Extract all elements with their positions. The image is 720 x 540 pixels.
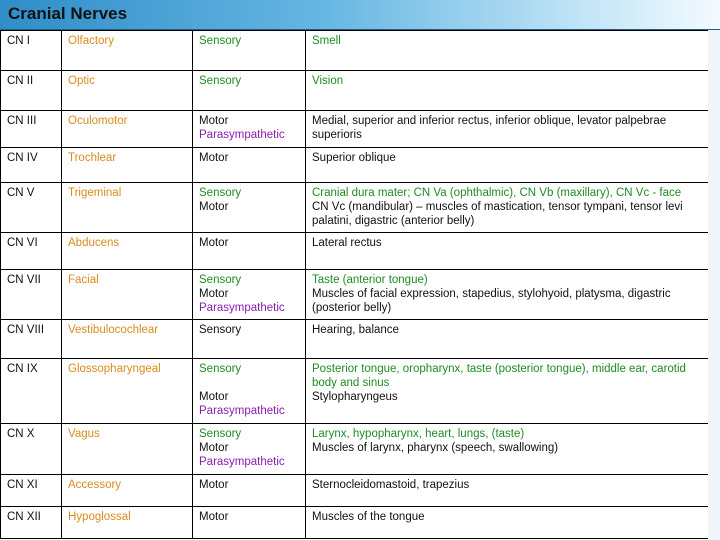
type-spacer — [199, 376, 299, 390]
type-line: Sensory — [199, 187, 242, 199]
nerve-type-cell — [193, 507, 306, 539]
function-line: Muscles of facial expression, stapedius, stylohyoid, platysma, digastric (posterior belly) — [312, 288, 671, 314]
type-line: Motor — [199, 479, 229, 491]
page-title: Cranial Nerves — [8, 4, 128, 23]
nerve-function-cell — [306, 270, 709, 320]
function-line: Muscles of the tongue — [312, 511, 425, 523]
nerve-name-cell: Hypoglossal — [62, 507, 193, 539]
nerve-name-cell: Optic — [62, 71, 193, 111]
type-line: Sensory — [199, 75, 242, 87]
nerve-type-cell — [193, 270, 306, 320]
function-line: CN Vc (mandibular) – muscles of mastication, tensor tympani, tensor levi palatini, digastric (anterior belly) — [312, 201, 683, 227]
nerve-name-cell: Vestibulocochlear — [62, 320, 193, 359]
function-line: Medial, superior and inferior rectus, inferior oblique, levator palpebrae superioris — [312, 115, 667, 141]
nerve-type-cell — [193, 148, 306, 183]
cn-number-cell: CN VIII — [1, 320, 62, 359]
right-margin — [708, 30, 720, 540]
nerve-name-cell: Glossopharyngeal — [62, 359, 193, 424]
function-line: Lateral rectus — [312, 237, 382, 249]
nerve-name-cell: Abducens — [62, 233, 193, 270]
type-line: Parasympathetic — [199, 129, 285, 141]
nerve-type-cell — [193, 31, 306, 71]
type-line: Motor — [199, 288, 229, 300]
nerve-type-cell — [193, 475, 306, 507]
type-line: Sensory — [199, 324, 242, 336]
table-row — [1, 320, 709, 359]
cn-number-cell: CN IX — [1, 359, 62, 424]
function-line: Muscles of larynx, pharynx (speech, swallowing) — [312, 442, 559, 454]
nerve-name-cell: Trochlear — [62, 148, 193, 183]
function-line: Cranial dura mater; CN Va (ophthalmic), CN Vb (maxillary), CN Vc - face — [312, 187, 682, 199]
cn-number-cell: CN III — [1, 111, 62, 148]
table-row — [1, 475, 709, 507]
nerve-function-cell — [306, 359, 709, 424]
nerve-function-cell — [306, 507, 709, 539]
nerve-type-cell — [193, 233, 306, 270]
nerve-function-cell — [306, 31, 709, 71]
nerve-function-cell — [306, 475, 709, 507]
type-line: Motor — [199, 237, 229, 249]
cn-number-cell: CN XI — [1, 475, 62, 507]
nerve-name-cell: Facial — [62, 270, 193, 320]
function-line: Taste (anterior tongue) — [312, 274, 428, 286]
function-line: Superior oblique — [312, 152, 396, 164]
cn-number-cell: CN XII — [1, 507, 62, 539]
type-line: Motor — [199, 115, 229, 127]
function-line: Smell — [312, 35, 341, 47]
type-line: Motor — [199, 391, 229, 403]
type-line: Parasympathetic — [199, 405, 285, 417]
type-line: Sensory — [199, 35, 242, 47]
function-line: Stylopharyngeus — [312, 391, 398, 403]
cn-number-cell: CN V — [1, 183, 62, 233]
type-line: Motor — [199, 442, 229, 454]
nerve-name-cell: Oculomotor — [62, 111, 193, 148]
table-row — [1, 148, 709, 183]
cn-number-cell: CN X — [1, 424, 62, 475]
nerve-type-cell — [193, 424, 306, 475]
table-row — [1, 183, 709, 233]
nerve-type-cell — [193, 183, 306, 233]
type-line: Parasympathetic — [199, 456, 285, 468]
nerve-function-cell — [306, 111, 709, 148]
table-row — [1, 233, 709, 270]
nerve-function-cell — [306, 183, 709, 233]
type-line: Sensory — [199, 428, 242, 440]
cn-number-cell: CN IV — [1, 148, 62, 183]
type-line: Motor — [199, 511, 229, 523]
nerve-type-cell — [193, 359, 306, 424]
nerve-name-cell: Vagus — [62, 424, 193, 475]
table-body — [1, 31, 709, 539]
nerve-function-cell — [306, 424, 709, 475]
cn-number-cell: CN VII — [1, 270, 62, 320]
cn-number-cell: CN II — [1, 71, 62, 111]
nerve-type-cell — [193, 320, 306, 359]
type-line: Motor — [199, 201, 229, 213]
table-row — [1, 359, 709, 424]
table-row — [1, 71, 709, 111]
table-row — [1, 270, 709, 320]
nerve-function-cell — [306, 148, 709, 183]
type-line: Motor — [199, 152, 229, 164]
function-line: Larynx, hypopharynx, heart, lungs, (taste) — [312, 428, 525, 440]
cn-number-cell: CN VI — [1, 233, 62, 270]
cranial-nerves-table — [0, 30, 709, 539]
nerve-function-cell — [306, 233, 709, 270]
function-line: Posterior tongue, oropharynx, taste (posterior tongue), middle ear, carotid body and sinus — [312, 363, 686, 389]
function-line: Sternocleidomastoid, trapezius — [312, 479, 470, 491]
table-row — [1, 31, 709, 71]
cn-number-cell: CN I — [1, 31, 62, 71]
nerve-type-cell — [193, 71, 306, 111]
nerve-name-cell: Accessory — [62, 475, 193, 507]
title-bar — [0, 0, 720, 30]
nerve-name-cell: Trigeminal — [62, 183, 193, 233]
table-row — [1, 111, 709, 148]
nerve-function-cell — [306, 320, 709, 359]
nerve-name-cell: Olfactory — [62, 31, 193, 71]
type-line: Sensory — [199, 363, 242, 375]
nerve-type-cell — [193, 111, 306, 148]
nerve-function-cell — [306, 71, 709, 111]
type-line: Sensory — [199, 274, 242, 286]
table-row — [1, 507, 709, 539]
table-row — [1, 424, 709, 475]
type-line: Parasympathetic — [199, 302, 285, 314]
function-line: Vision — [312, 75, 344, 87]
function-line: Hearing, balance — [312, 324, 399, 336]
